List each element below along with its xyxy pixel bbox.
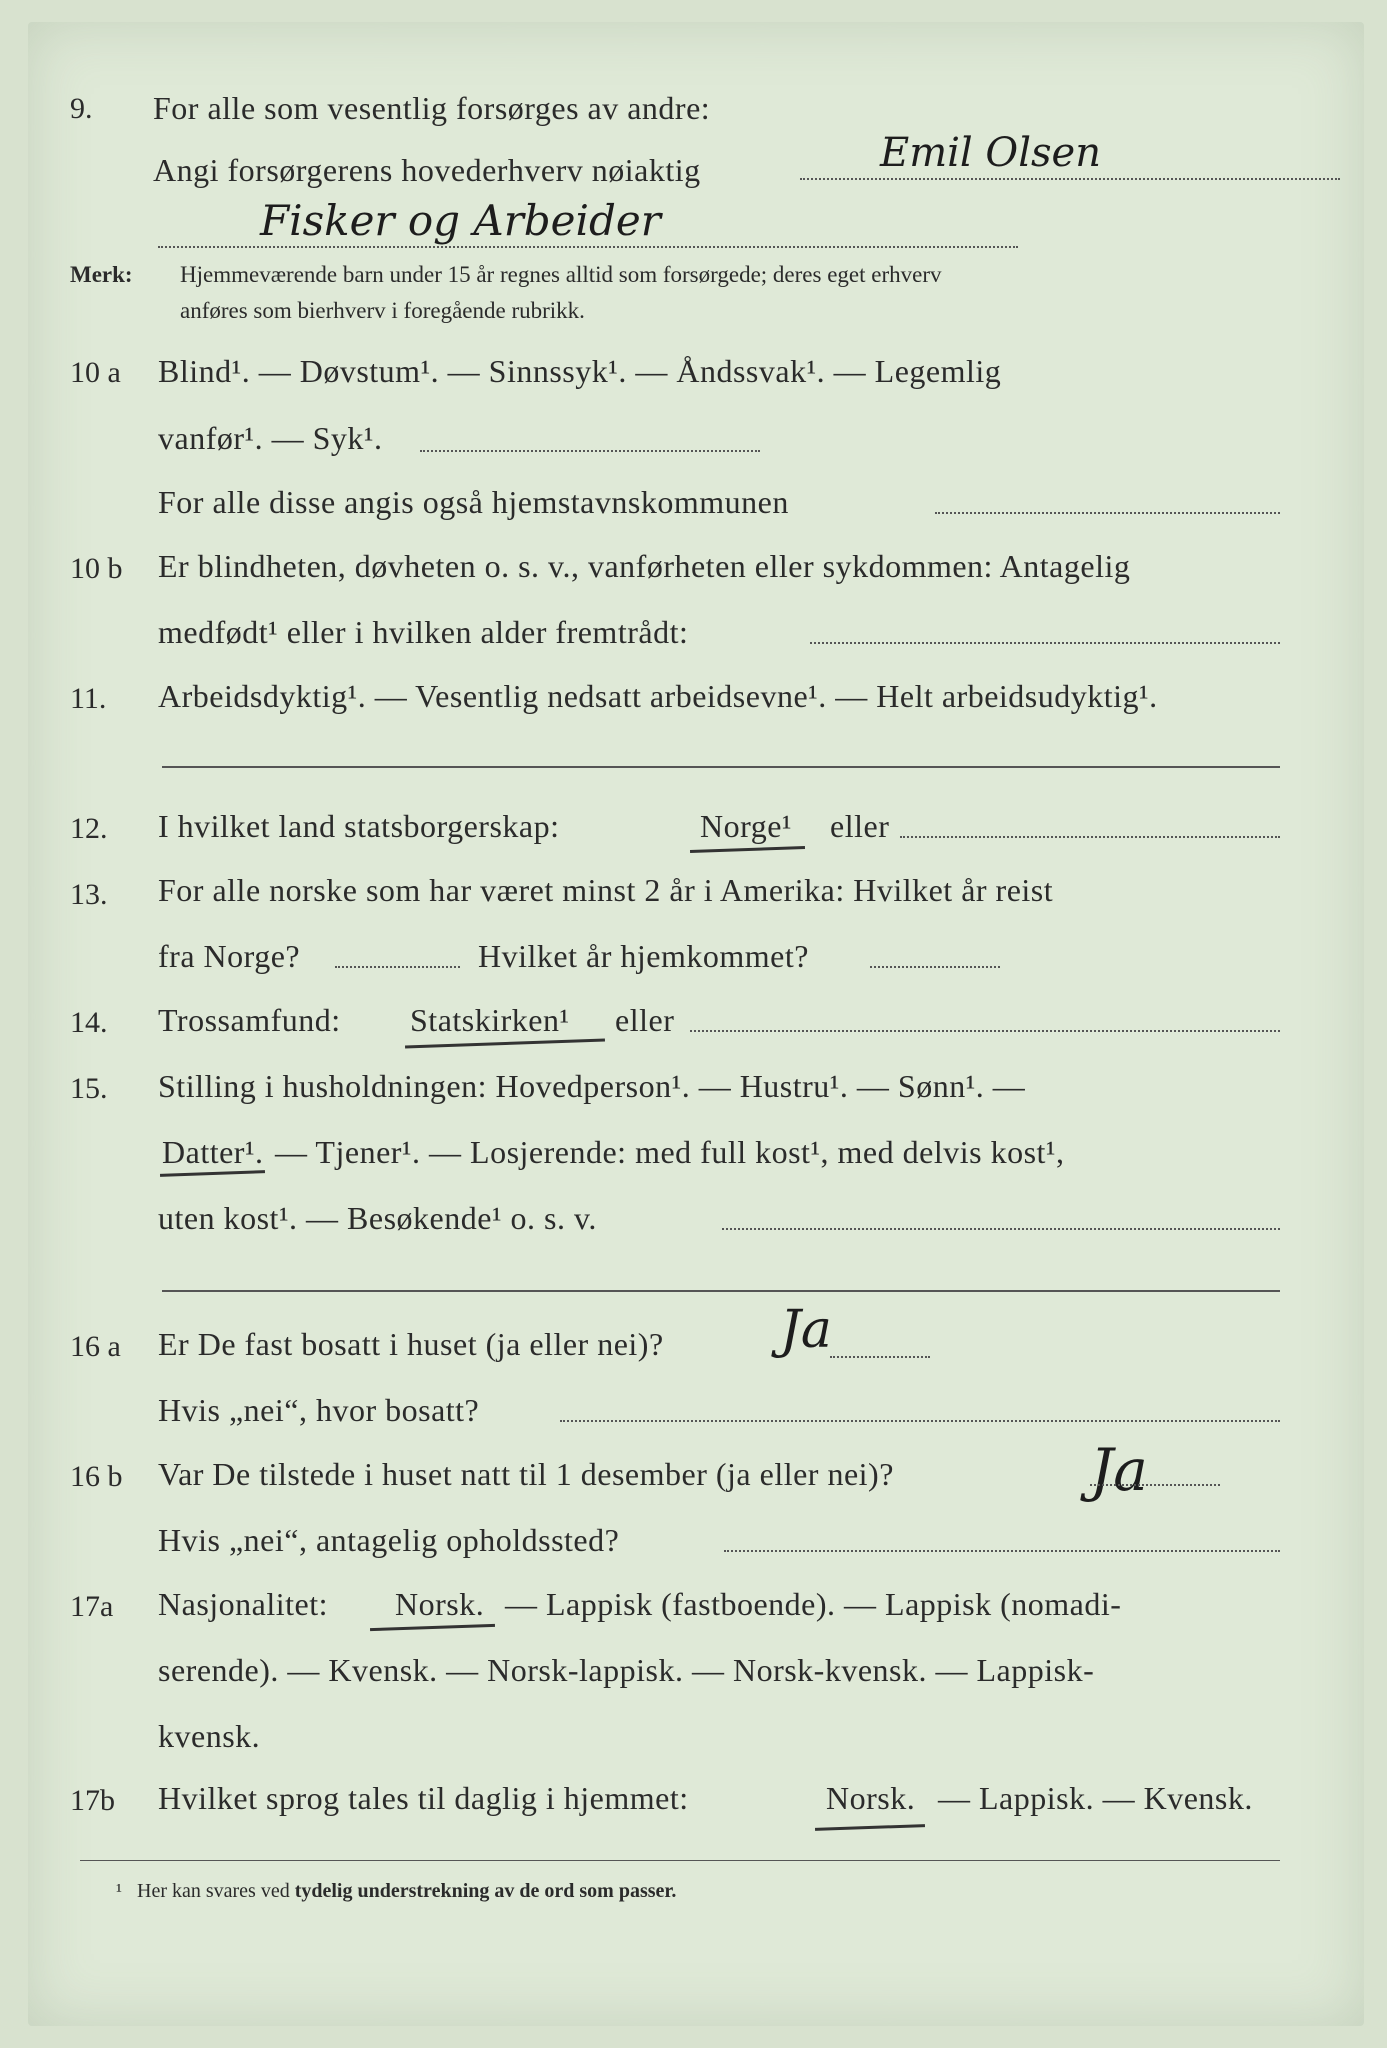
q9-occupation-dots	[158, 246, 1018, 248]
question-number-11: 11.	[70, 682, 107, 715]
footnote-rule	[80, 1860, 1280, 1861]
q15-line2: — Tjener¹. — Losjerende: med full kost¹, med delvis kost¹,	[275, 1134, 1065, 1170]
question-number-16a: 16 a	[70, 1330, 121, 1363]
q17b-tail: — Lappisk. — Kvensk.	[938, 1780, 1253, 1816]
q14-label: Trossamfund:	[158, 1002, 341, 1038]
q16b-line1: Var De tilstede i huset natt til 1 desember (ja eller nei)?	[158, 1456, 894, 1492]
question-number-10a: 10 a	[70, 356, 121, 389]
q16a-dots2	[560, 1420, 1280, 1422]
question-number-12: 12.	[70, 812, 108, 845]
q15-line1: Stilling i husholdningen: Hovedperson¹. — Hustru¹. — Sønn¹. —	[158, 1068, 1026, 1104]
handwritten-provider-occupation: Fisker og Arbeider	[260, 196, 661, 245]
question-number-10b: 10 b	[70, 552, 123, 585]
merk-line1: Hjemmeværende barn under 15 år regnes alltid som forsørgede; deres eget erhverv	[180, 262, 942, 287]
q11-rule	[162, 766, 1280, 768]
footnote-mark: ¹	[116, 1880, 122, 1902]
q16b-dots2	[724, 1550, 1280, 1552]
q13-dots1	[335, 966, 460, 968]
footnote-text-b: tydelig understrekning av de ord som passer.	[294, 1880, 677, 1902]
q10a-line1: Blind¹. — Døvstum¹. — Sinnssyk¹. — Åndssvak¹. — Legemlig	[158, 353, 1002, 389]
q12-dots	[900, 836, 1280, 838]
question-number-15: 15.	[70, 1072, 108, 1105]
q10b-dots	[810, 642, 1280, 644]
handwritten-provider-name: Emil Olsen	[880, 130, 1101, 176]
q11-line1: Arbeidsdyktig¹. — Vesentlig nedsatt arbeidsevne¹. — Helt arbeidsudyktig¹.	[158, 678, 1158, 714]
q9-line1: For alle som vesentlig forsørges av andre:	[153, 90, 711, 126]
q16a-line2: Hvis „nei“, hvor bosatt?	[158, 1392, 480, 1428]
q13-line1: For alle norske som har været minst 2 år i Amerika: Hvilket år reist	[158, 872, 1054, 908]
q12-line1: I hvilket land statsborgerskap:	[158, 808, 560, 844]
merk-label: Merk:	[70, 262, 133, 287]
question-number-13: 13.	[70, 878, 108, 911]
q9-line2: Angi forsørgerens hovederhverv nøiaktig	[153, 152, 701, 188]
footnote-text-a: Her kan svares ved	[137, 1880, 290, 1902]
q16a-dots1	[830, 1356, 930, 1358]
question-number-17b: 17b	[70, 1784, 115, 1817]
q10a-line3: For alle disse angis også hjemstavnskommunen	[158, 484, 789, 520]
q10a-line2: vanfør¹. — Syk¹.	[158, 420, 383, 456]
q16a-line1: Er De fast bosatt i huset (ja eller nei)?	[158, 1326, 664, 1362]
q16b-line2: Hvis „nei“, antagelig opholdssted?	[158, 1522, 620, 1558]
q15-line3: uten kost¹. — Besøkende¹ o. s. v.	[158, 1200, 597, 1236]
q12-answer: Norge¹	[700, 808, 792, 844]
question-number-9: 9.	[70, 92, 93, 125]
q15-rule	[162, 1290, 1280, 1292]
q10b-line2: medfødt¹ eller i hvilken alder fremtrådt:	[158, 614, 689, 650]
footnote	[116, 1880, 676, 1903]
handwritten-16b-answer: Ja	[1090, 1436, 1148, 1504]
q13-line2b: Hvilket år hjemkommet?	[478, 938, 809, 974]
question-number-14: 14.	[70, 1006, 108, 1039]
question-number-16b: 16 b	[70, 1460, 123, 1493]
q14-tail: eller	[615, 1002, 675, 1038]
q9-answer-dots	[800, 178, 1340, 180]
q17a-label: Nasjonalitet:	[158, 1586, 329, 1622]
q12-tail: eller	[830, 808, 890, 844]
q16b-dots1	[1090, 1484, 1220, 1486]
q13-dots2	[870, 966, 1000, 968]
q13-line2a: fra Norge?	[158, 938, 301, 974]
q15-answer: Datter¹.	[162, 1134, 264, 1170]
q17a-line1: — Lappisk (fastboende). — Lappisk (nomadi-	[505, 1586, 1122, 1622]
q10a-dots2	[935, 512, 1280, 514]
q15-dots	[722, 1228, 1280, 1230]
q17a-line2: serende). — Kvensk. — Norsk-lappisk. — Norsk-kvensk. — Lappisk-	[158, 1652, 1095, 1688]
q17a-line3: kvensk.	[158, 1718, 261, 1754]
q10a-dots1	[420, 450, 760, 452]
q10b-line1: Er blindheten, døvheten o. s. v., vanførheten eller sykdommen: Antagelig	[158, 548, 1131, 584]
question-number-17a: 17a	[70, 1590, 114, 1623]
q17a-answer: Norsk.	[395, 1586, 485, 1622]
q17b-answer: Norsk.	[826, 1780, 916, 1816]
q17b-label: Hvilket sprog tales til daglig i hjemmet:	[158, 1780, 689, 1816]
handwritten-16a-answer: Ja	[780, 1300, 832, 1360]
q14-dots	[690, 1030, 1280, 1032]
q14-answer: Statskirken¹	[410, 1002, 570, 1038]
merk-line2: anføres som bierhverv i foregående rubrikk.	[180, 298, 585, 323]
